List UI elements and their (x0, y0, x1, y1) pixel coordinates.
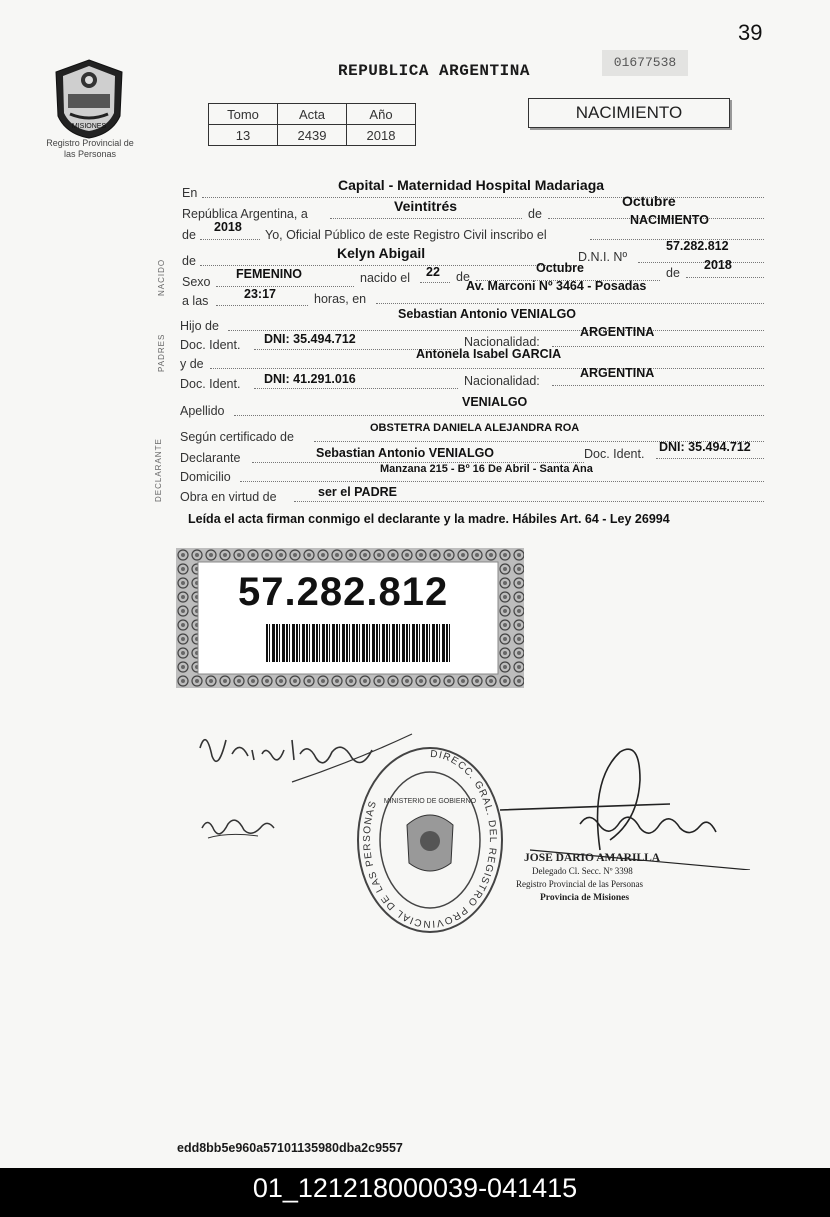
child-dni: 57.282.812 (666, 239, 729, 253)
label-de-month: de (456, 270, 470, 284)
dotted-line (202, 197, 764, 198)
dotted-line (240, 481, 764, 482)
label-nacionalidad-father: Nacionalidad: (464, 335, 540, 349)
declarant-virtue: ser el PADRE (318, 485, 397, 499)
label-a-las: a las (182, 294, 209, 308)
logo-lettering: MISIONES (71, 123, 107, 130)
dotted-line (200, 265, 572, 266)
official-role: Delegado Cl. Secc. Nº 3398 (532, 866, 633, 876)
dotted-line (216, 305, 308, 306)
dotted-line (420, 282, 450, 283)
mother-name: Antonela Isabel GARCIA (416, 347, 562, 361)
header-tomo: Tomo (209, 104, 278, 125)
registration-year: 2018 (214, 220, 242, 234)
registry-table-value-row (209, 125, 416, 146)
registry-table-header-row (209, 104, 416, 125)
label-hijo-de: Hijo de (180, 319, 219, 333)
dni-security-box (176, 548, 524, 688)
father-name: Sebastian Antonio VENIALGO (398, 307, 577, 321)
birth-address: Av. Marconi Nº 3464 - Posadas (466, 279, 647, 293)
dotted-line (200, 239, 260, 240)
child-name: Kelyn Abigail (337, 245, 426, 261)
label-doc-ident-declarant: Doc. Ident. (584, 447, 645, 461)
label-horas-en: horas, en (314, 292, 367, 306)
certificate-issuer: OBSTETRA DANIELA ALEJANDRA ROA (370, 422, 580, 434)
father-doc: DNI: 35.494.712 (264, 332, 356, 346)
label-y-de: y de (180, 357, 204, 371)
dotted-line (234, 415, 764, 416)
side-label-nacido: NACIDO (157, 258, 166, 296)
birth-hour: 23:17 (244, 287, 276, 301)
label-sexo: Sexo (182, 275, 211, 289)
label-domicilio: Domicilio (180, 470, 231, 484)
father-nationality: ARGENTINA (580, 325, 655, 339)
label-dni: D.N.I. Nº (578, 250, 628, 264)
act-type-box: NACIMIENTO (528, 98, 730, 128)
child-sex: FEMENINO (236, 267, 302, 281)
official-office: Registro Provincial de las Personas (516, 879, 643, 889)
label-segun-certificado: Según certificado de (180, 430, 294, 444)
inscription-type: NACIMIENTO (630, 213, 709, 227)
label-obra-en-virtud: Obra en virtud de (180, 490, 277, 504)
registry-coat-of-arms-icon (52, 58, 127, 140)
mother-nationality: ARGENTINA (580, 366, 655, 380)
dotted-line (330, 218, 522, 219)
dotted-line (210, 368, 764, 369)
dotted-line (294, 501, 764, 502)
registry-table (208, 103, 416, 146)
side-label-padres: PADRES (157, 333, 166, 372)
official-signature (470, 740, 760, 870)
dotted-line (638, 262, 764, 263)
registration-month: Octubre (622, 193, 676, 209)
header-anio: Año (347, 104, 416, 125)
value-tomo: 13 (209, 125, 278, 146)
declarant-doc: DNI: 35.494.712 (659, 440, 751, 454)
dotted-line (216, 286, 354, 287)
side-label-declarante: DECLARANTE (154, 438, 163, 502)
birth-day: 22 (426, 265, 440, 279)
birth-year: 2018 (704, 258, 732, 272)
label-republica: República Argentina, a (182, 207, 308, 221)
value-anio: 2018 (347, 125, 416, 146)
document-hash: edd8bb5e960a57101135980dba2c9557 (177, 1141, 403, 1155)
surname: VENIALGO (462, 395, 528, 409)
label-de-name: de (182, 254, 196, 268)
label-nacido-el: nacido el (360, 271, 411, 285)
label-nacionalidad-mother: Nacionalidad: (464, 374, 540, 388)
dotted-line (656, 458, 764, 459)
dni-number-large: 57.282.812 (238, 570, 449, 614)
label-apellido: Apellido (180, 404, 225, 418)
header-acta: Acta (278, 104, 347, 125)
serial-number: 01677538 (602, 50, 688, 76)
dni-barcode (266, 624, 452, 662)
dotted-line (552, 346, 764, 347)
label-en: En (182, 186, 198, 200)
page-number: 39 (738, 20, 763, 45)
document-title: REPUBLICA ARGENTINA (338, 62, 530, 80)
registry-caption: Registro Provincial de las Personas (46, 138, 134, 159)
birth-month: Octubre (536, 261, 584, 275)
label-declarante: Declarante (180, 451, 241, 465)
label-de-year: de (182, 228, 196, 242)
stamp-ring-text: DIRECC. GRAL. DEL REGISTRO PROVINCIAL DE LAS PERSONAS (361, 748, 498, 930)
registration-day: Veintitrés (394, 198, 458, 214)
official-province: Provincia de Misiones (540, 893, 630, 903)
label-doc-ident-father: Doc. Ident. (180, 338, 241, 352)
dotted-line (686, 277, 764, 278)
label-yo-oficial: Yo, Oficial Público de este Registro Civil inscribo el (265, 228, 547, 242)
dotted-line (254, 388, 458, 389)
label-doc-ident-mother: Doc. Ident. (180, 377, 241, 391)
mother-doc: DNI: 41.291.016 (264, 372, 356, 386)
label-de: de (528, 207, 542, 221)
scan-identifier-footer: 01_121218000039-041415 (0, 1168, 830, 1217)
dotted-line (228, 330, 764, 331)
dotted-line (552, 385, 764, 386)
birth-place: Capital - Maternidad Hospital Madariaga (338, 177, 605, 193)
label-de-birthyear: de (666, 266, 680, 280)
dotted-line (376, 303, 764, 304)
declarant-name: Sebastian Antonio VENIALGO (316, 446, 495, 460)
official-name: JOSE DARIO AMARILLA (524, 852, 661, 864)
stamp-inner-text: MINISTERIO DE GOBIERNO (383, 798, 477, 805)
legal-legend: Leída el acta firman conmigo el declarante y la madre. Hábiles Art. 64 - Ley 26994 (188, 512, 670, 526)
mother-signature (198, 808, 278, 848)
value-acta: 2439 (278, 125, 347, 146)
declarant-domicile: Manzana 215 - Bº 16 De Abril - Santa Ana (380, 463, 593, 475)
